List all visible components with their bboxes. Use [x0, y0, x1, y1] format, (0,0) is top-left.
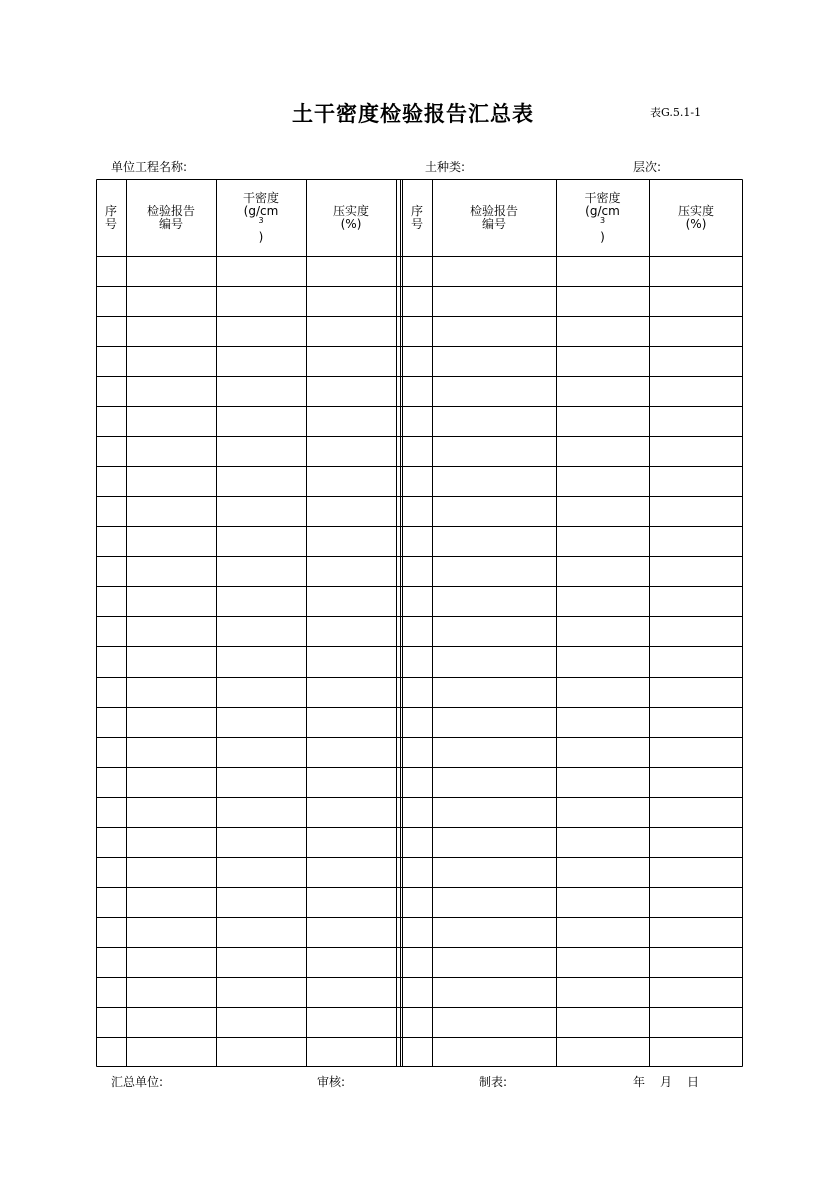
table-grid [96, 179, 743, 1067]
layer-label: 层次: [633, 160, 662, 174]
form-code: 表G.5.1-1 [650, 106, 702, 119]
page-title: 土干密度检验报告汇总表 [292, 102, 534, 126]
header-seq-right: 序 号 [410, 203, 423, 231]
year-label: 年 [633, 1075, 646, 1089]
header-compaction-left: 压实度 (%) [332, 203, 369, 231]
summary-unit-label: 汇总单位: [111, 1075, 164, 1089]
summary-table [96, 179, 743, 1067]
review-label: 审核: [317, 1075, 346, 1089]
header-dry-density-left: 干密度 (g/cm $^3$ ) [242, 190, 279, 244]
unit-project-label: 单位工程名称: [111, 160, 188, 174]
day-label: 日 [687, 1075, 700, 1089]
header-compaction-right: 压实度 (%) [677, 203, 714, 231]
month-label: 月 [660, 1075, 673, 1089]
header-report-no-right: 检验报告 编号 [469, 203, 518, 231]
header-dry-density-right: 干密度 (g/cm $^3$ ) [584, 190, 621, 244]
header-report-no-left: 检验报告 编号 [146, 203, 195, 231]
soil-type-label: 土种类: [425, 160, 466, 174]
prepared-label: 制表: [479, 1075, 508, 1089]
header-seq-left: 序 号 [104, 203, 117, 231]
